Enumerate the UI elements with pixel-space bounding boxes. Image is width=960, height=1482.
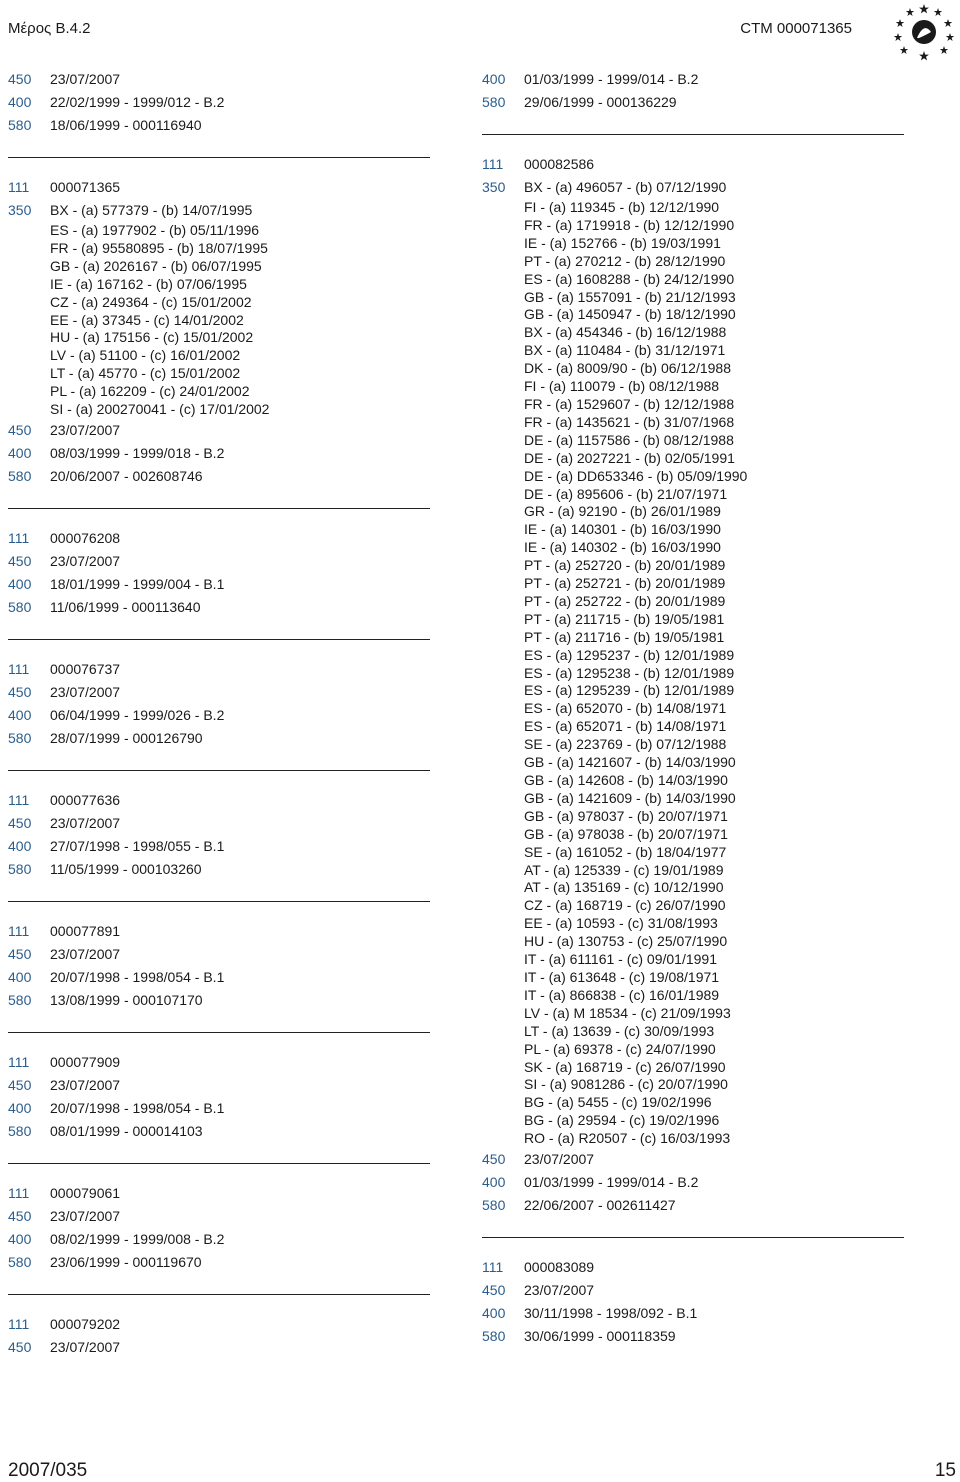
entry-block [8,68,430,137]
field-value: PT - (a) 211716 - (b) 19/05/1981 [524,628,725,645]
field-code: 450 [8,1076,32,1093]
field-value: BX - (a) 454346 - (b) 16/12/1988 [524,324,727,341]
field-continuation [8,329,430,347]
field-code: 450 [8,421,32,438]
field-value: 20/07/1998 - 1998/054 - B.1 [50,968,225,985]
field-value: 01/03/1999 - 1999/014 - B.2 [524,1174,699,1191]
field-code: 580 [482,1197,506,1214]
field-code: 111 [482,1259,504,1276]
field-continuation [482,1059,904,1077]
field-continuation [482,539,904,557]
field-value: FR - (a) 1529607 - (b) 12/12/1988 [524,395,735,412]
field-value: 22/06/2007 - 002611427 [524,1197,676,1214]
field-code: 580 [8,467,32,484]
field-value: 20/07/1998 - 1998/054 - B.1 [50,1099,225,1116]
field-row [8,704,430,727]
field-value: SI - (a) 9081286 - (c) 20/07/1990 [524,1076,728,1093]
field-row [8,658,430,681]
field-continuation [482,271,904,289]
field-continuation [482,897,904,915]
field-code: 400 [8,444,32,461]
field-value: 29/06/1999 - 000136229 [524,94,677,110]
field-row [8,943,430,966]
field-value: SK - (a) 168719 - (c) 26/07/1990 [524,1058,726,1075]
field-row [8,1336,430,1359]
field-continuation [482,700,904,718]
separator-rule [8,901,430,902]
field-continuation [482,217,904,235]
field-row [8,442,430,465]
field-row [8,176,430,199]
field-code: 580 [8,1253,32,1270]
field-value: 23/07/2007 [524,1282,595,1299]
field-value: GB - (a) 1421609 - (b) 14/03/1990 [524,789,736,806]
field-continuation [482,521,904,539]
field-value: 30/06/1999 - 000118359 [524,1328,676,1345]
field-continuation [482,933,904,951]
field-value: 23/07/2007 [50,1076,121,1093]
field-row [482,1256,904,1279]
field-row [8,1205,430,1228]
separator-rule [8,770,430,771]
field-continuation [482,1112,904,1130]
field-code: 400 [8,575,32,592]
field-code: 450 [8,552,32,569]
field-value: IE - (a) 140302 - (b) 16/03/1990 [524,539,721,556]
field-continuation [482,987,904,1005]
field-code: 450 [8,71,32,87]
field-row [8,681,430,704]
field-value: DE - (a) 895606 - (b) 21/07/1971 [524,485,728,502]
field-row [8,419,430,442]
field-continuation [482,844,904,862]
field-value: PL - (a) 69378 - (c) 24/07/1990 [524,1040,716,1057]
field-value: 000083089 [524,1259,595,1276]
field-code: 111 [8,179,30,195]
field-value: AT - (a) 125339 - (c) 19/01/1989 [524,861,724,878]
field-continuation [8,222,430,240]
field-value: PT - (a) 211715 - (b) 19/05/1981 [524,610,725,627]
field-value: DE - (a) 2027221 - (b) 02/05/1991 [524,449,735,466]
field-continuation [482,396,904,414]
field-continuation [482,915,904,933]
field-continuation [482,718,904,736]
field-value: ES - (a) 1295239 - (b) 12/01/1989 [524,682,735,699]
field-value: DE - (a) 1157586 - (b) 08/12/1988 [524,431,734,448]
field-continuation [482,1023,904,1041]
field-value: 20/06/2007 - 002608746 [50,467,203,484]
field-row [8,573,430,596]
field-value: LT - (a) 13639 - (c) 30/09/1993 [524,1022,715,1039]
field-continuation [482,647,904,665]
field-row [8,68,430,91]
field-value: 23/06/1999 - 000119670 [50,1253,202,1270]
field-value: EE - (a) 37345 - (c) 14/01/2002 [50,311,244,328]
field-value: 01/03/1999 - 1999/014 - B.2 [524,71,699,87]
field-value: FI - (a) 119345 - (b) 12/12/1990 [524,199,720,215]
field-code: 111 [8,791,30,808]
field-value: ES - (a) 652071 - (b) 14/08/1971 [524,718,727,735]
field-value: 000077909 [50,1053,121,1070]
field-row [8,465,430,488]
field-value: 08/03/1999 - 1999/018 - B.2 [50,444,225,461]
field-value: IE - (a) 140301 - (b) 16/03/1990 [524,521,721,538]
field-value: LV - (a) M 18534 - (c) 21/09/1993 [524,1004,731,1021]
field-continuation [482,862,904,880]
field-row [8,789,430,812]
field-row [8,1313,430,1336]
entry-block [8,1163,430,1274]
field-value: 28/07/1999 - 000126790 [50,729,203,746]
field-row [482,91,904,114]
field-value: ES - (a) 1295238 - (b) 12/01/1989 [524,664,735,681]
entry-block [8,157,430,488]
field-code: 111 [8,1184,30,1201]
field-code: 111 [8,922,30,939]
field-continuation [482,1041,904,1059]
field-continuation [482,503,904,521]
field-value: FR - (a) 1719918 - (b) 12/12/1990 [524,216,735,233]
field-continuation [482,593,904,611]
field-value: ES - (a) 1608288 - (b) 24/12/1990 [524,270,735,287]
separator-rule [482,1237,904,1238]
field-continuation [482,486,904,504]
field-row [8,1074,430,1097]
oami-logo-icon [893,2,955,62]
field-value: 08/01/1999 - 000014103 [50,1122,203,1139]
field-row [8,835,430,858]
field-value: DK - (a) 8009/90 - (b) 06/12/1988 [524,360,732,377]
field-value: CZ - (a) 168719 - (c) 26/07/1990 [524,897,726,914]
field-continuation [482,1076,904,1094]
field-continuation [482,790,904,808]
field-value: 18/01/1999 - 1999/004 - B.1 [50,575,225,592]
field-row [8,1097,430,1120]
field-code: 400 [8,94,32,110]
field-value: 000082586 [524,156,595,172]
field-code: 400 [8,968,32,985]
field-row [8,527,430,550]
separator-rule [482,134,904,135]
field-continuation [482,306,904,324]
field-code: 450 [482,1151,506,1168]
field-row [482,153,904,176]
field-continuation [482,414,904,432]
field-value: GB - (a) 978037 - (b) 20/07/1971 [524,807,728,824]
field-code: 580 [8,991,32,1008]
field-code: 450 [8,1207,32,1224]
field-row [482,176,904,199]
field-continuation [482,754,904,772]
field-code: 450 [482,1282,506,1299]
field-value: 06/04/1999 - 1999/026 - B.2 [50,706,225,723]
entry-block [8,770,430,881]
field-continuation [482,253,904,271]
field-value: 000076208 [50,529,121,546]
field-value: 23/07/2007 [50,421,121,438]
field-value: HU - (a) 130753 - (c) 25/07/1990 [524,933,728,950]
field-value: PT - (a) 252720 - (b) 20/01/1989 [524,557,726,574]
field-value: RO - (a) R20507 - (c) 16/03/1993 [524,1130,731,1147]
field-value: GR - (a) 92190 - (b) 26/01/1989 [524,503,721,520]
field-continuation [482,360,904,378]
field-value: BX - (a) 577379 - (b) 14/07/1995 [50,202,253,218]
entry-block [482,68,904,114]
field-row [8,1228,430,1251]
field-row [8,1120,430,1143]
field-value: 23/07/2007 [50,683,121,700]
field-continuation [482,808,904,826]
field-value: 000077636 [50,791,121,808]
field-value: PT - (a) 270212 - (b) 28/12/1990 [524,252,726,269]
field-code: 450 [8,814,32,831]
field-value: ES - (a) 1977902 - (b) 05/11/1996 [50,222,260,238]
field-continuation [482,826,904,844]
field-value: SI - (a) 200270041 - (c) 17/01/2002 [50,401,270,418]
field-continuation [482,557,904,575]
entry-block [8,639,430,750]
field-value: 27/07/1998 - 1998/055 - B.1 [50,837,225,854]
field-code: 400 [482,71,506,87]
field-continuation [482,468,904,486]
field-row [482,1194,904,1217]
field-continuation [8,294,430,312]
field-value: 23/07/2007 [50,1338,121,1355]
field-value: PL - (a) 162209 - (c) 24/01/2002 [50,383,250,400]
field-value: 000076737 [50,660,121,677]
field-row [8,1051,430,1074]
field-value: 08/02/1999 - 1999/008 - B.2 [50,1230,225,1247]
field-continuation [482,969,904,987]
field-value: AT - (a) 135169 - (c) 10/12/1990 [524,879,724,896]
field-continuation [482,342,904,360]
field-code: 450 [8,945,32,962]
field-code: 111 [8,1315,30,1332]
field-value: SE - (a) 161052 - (b) 18/04/1977 [524,843,727,860]
field-code: 400 [482,1174,506,1191]
field-code: 580 [8,117,32,133]
field-value: ES - (a) 652070 - (b) 14/08/1971 [524,700,727,717]
field-row [8,114,430,137]
page-number: 15 [934,1460,956,1481]
separator-rule [8,1163,430,1164]
field-row [8,91,430,114]
field-continuation [8,276,430,294]
field-code: 400 [8,837,32,854]
field-row [8,989,430,1012]
field-value: FR - (a) 1435621 - (b) 31/07/1968 [524,413,735,430]
field-value: IE - (a) 167162 - (b) 07/06/1995 [50,275,247,292]
field-value: 23/07/2007 [50,552,121,569]
field-code: 400 [8,706,32,723]
field-value: BX - (a) 496057 - (b) 07/12/1990 [524,179,727,195]
field-continuation [482,1130,904,1148]
field-value: IT - (a) 866838 - (c) 16/01/1989 [524,986,720,1003]
entry-block [8,901,430,1012]
field-continuation [8,401,430,419]
field-value: BX - (a) 110484 - (b) 31/12/1971 [524,342,726,359]
field-continuation [482,324,904,342]
trademark-number: CTM 000071365 [740,20,852,37]
field-value: FI - (a) 110079 - (b) 08/12/1988 [524,378,720,395]
field-row [8,596,430,619]
field-value: ES - (a) 1295237 - (b) 12/01/1989 [524,646,735,663]
field-value: GB - (a) 142608 - (b) 14/03/1990 [524,772,728,788]
field-value: SE - (a) 223769 - (b) 07/12/1988 [524,736,727,753]
field-row [482,1325,904,1348]
entry-block [8,1294,430,1359]
field-value: FR - (a) 95580895 - (b) 18/07/1995 [50,239,268,256]
field-value: GB - (a) 2026167 - (b) 06/07/1995 [50,257,262,274]
field-value: 30/11/1998 - 1998/092 - B.1 [524,1305,698,1322]
field-code: 400 [8,1230,32,1247]
field-code: 580 [8,860,32,877]
field-code: 111 [8,529,30,546]
field-continuation [482,575,904,593]
field-value: 23/07/2007 [50,71,121,87]
field-continuation [482,1094,904,1112]
field-value: 23/07/2007 [524,1151,595,1168]
field-code: 111 [482,156,504,172]
field-row [8,1251,430,1274]
field-row [482,1148,904,1171]
field-continuation [482,289,904,307]
field-code: 350 [482,179,506,195]
field-continuation [482,951,904,969]
field-row [8,199,430,222]
entry-block [8,1032,430,1143]
field-value: 000079061 [50,1184,121,1201]
field-value: 13/08/1999 - 000107170 [50,991,203,1008]
field-value: IT - (a) 613648 - (c) 19/08/1971 [524,968,720,985]
field-continuation [8,383,430,401]
field-row [482,1279,904,1302]
field-code: 580 [482,94,506,110]
separator-rule [8,1294,430,1295]
field-row [8,1182,430,1205]
field-value: LT - (a) 45770 - (c) 15/01/2002 [50,365,241,382]
field-row [8,966,430,989]
field-code: 111 [8,1053,30,1070]
field-continuation [482,450,904,468]
field-row [482,1302,904,1325]
field-row [8,812,430,835]
field-value: 22/02/1999 - 1999/012 - B.2 [50,94,225,110]
separator-rule [8,639,430,640]
field-code: 580 [8,729,32,746]
field-value: BG - (a) 5455 - (c) 19/02/1996 [524,1094,712,1111]
field-value: LV - (a) 51100 - (c) 16/01/2002 [50,347,241,364]
field-value: 000077891 [50,922,121,939]
field-code: 580 [8,1122,32,1139]
field-row [482,1171,904,1194]
field-continuation [482,772,904,790]
field-value: 000079202 [50,1315,121,1332]
bulletin-issue: 2007/035 [8,1460,88,1481]
field-value: PT - (a) 252722 - (b) 20/01/1989 [524,592,726,609]
field-code: 450 [8,1338,32,1355]
field-row [482,68,904,91]
field-value: GB - (a) 1421607 - (b) 14/03/1990 [524,754,736,771]
entry-block [482,1237,904,1348]
field-continuation [482,432,904,450]
field-continuation [8,347,430,365]
field-value: 11/06/1999 - 000113640 [50,598,201,615]
field-continuation [482,879,904,897]
field-code: 111 [8,660,30,677]
field-continuation [482,235,904,253]
field-continuation [8,258,430,276]
entry-block [482,134,904,1217]
field-value: 23/07/2007 [50,945,121,962]
right-column [482,68,904,1348]
field-value: GB - (a) 1450947 - (b) 18/12/1990 [524,306,736,323]
field-value: HU - (a) 175156 - (c) 15/01/2002 [50,329,254,346]
field-value: CZ - (a) 249364 - (c) 15/01/2002 [50,293,252,310]
field-value: 18/06/1999 - 000116940 [50,117,202,133]
field-continuation [482,665,904,683]
field-continuation [482,629,904,647]
field-continuation [482,378,904,396]
field-code: 350 [8,202,32,218]
field-continuation [8,240,430,258]
field-continuation [482,736,904,754]
field-value: IT - (a) 611161 - (c) 09/01/1991 [524,951,717,968]
separator-rule [8,157,430,158]
entry-block [8,508,430,619]
separator-rule [8,508,430,509]
field-value: 11/05/1999 - 000103260 [50,860,202,877]
field-row [8,858,430,881]
field-continuation [482,1005,904,1023]
field-code: 580 [482,1328,506,1345]
field-value: PT - (a) 252721 - (b) 20/01/1989 [524,575,726,592]
field-continuation [8,365,430,383]
field-continuation [482,199,904,217]
field-value: IE - (a) 152766 - (b) 19/03/1991 [524,234,721,251]
field-value: 23/07/2007 [50,814,121,831]
field-continuation [482,682,904,700]
field-row [8,550,430,573]
field-code: 400 [482,1305,506,1322]
field-row [8,920,430,943]
field-value: 000071365 [50,179,121,195]
field-value: BG - (a) 29594 - (c) 19/02/1996 [524,1112,720,1129]
field-code: 580 [8,598,32,615]
page-section-label: Μέρος Β.4.2 [8,20,91,37]
separator-rule [8,1032,430,1033]
field-value: GB - (a) 978038 - (b) 20/07/1971 [524,825,728,842]
field-continuation [8,312,430,330]
field-continuation [482,611,904,629]
left-column [8,68,430,1359]
field-value: EE - (a) 10593 - (c) 31/08/1993 [524,915,718,932]
field-value: DE - (a) DD653346 - (b) 05/09/1990 [524,467,748,484]
field-code: 400 [8,1099,32,1116]
field-value: GB - (a) 1557091 - (b) 21/12/1993 [524,288,736,305]
field-row [8,727,430,750]
field-code: 450 [8,683,32,700]
field-value: 23/07/2007 [50,1207,121,1224]
